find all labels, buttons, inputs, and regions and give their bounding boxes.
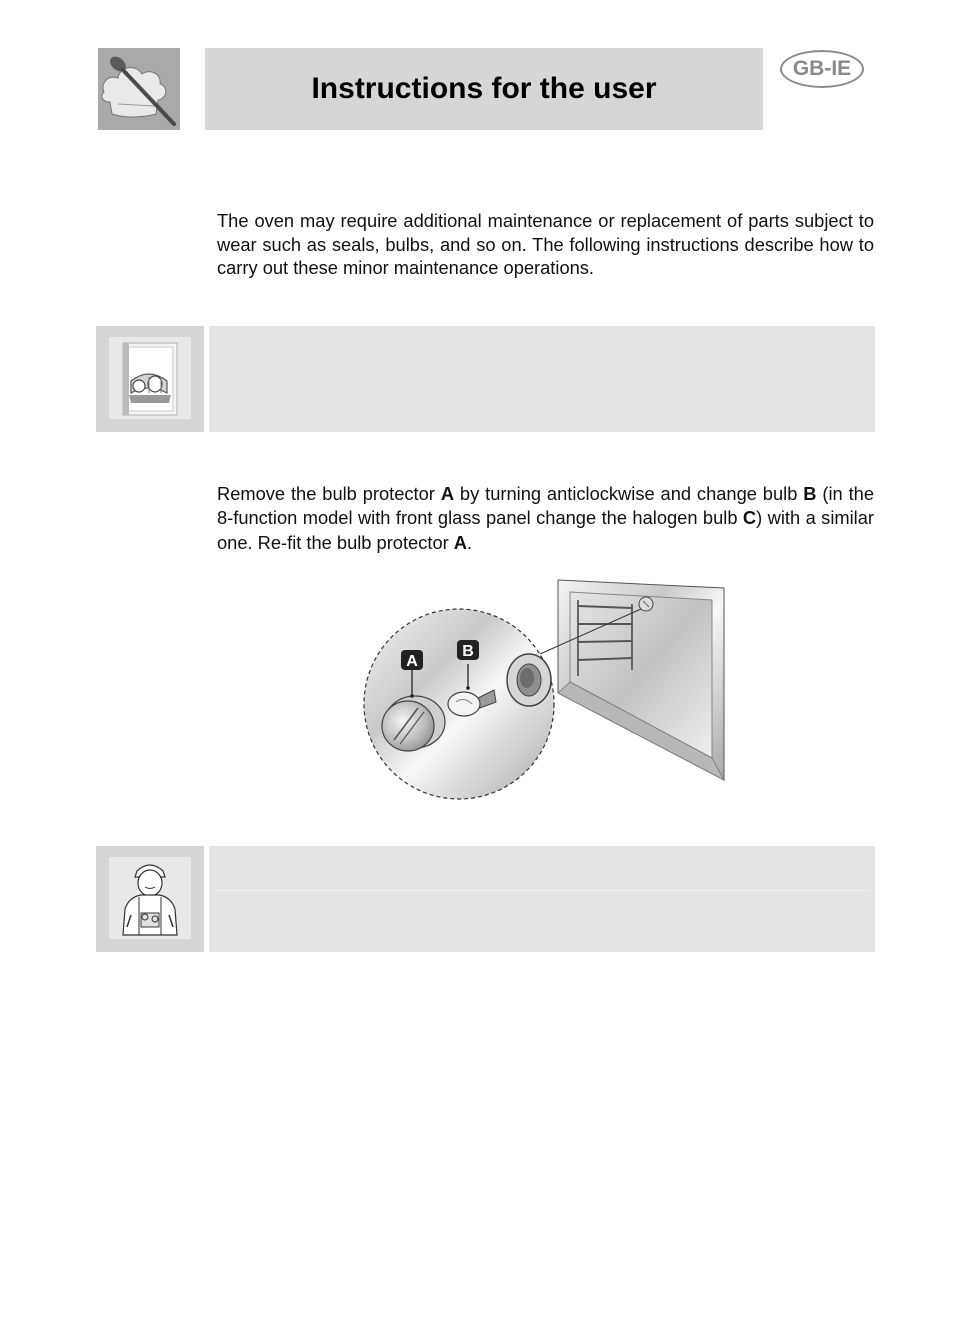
page-title: Instructions for the user	[311, 72, 657, 105]
bulb-text-part-3: (in the 8-function model with front glass panel change the halogen bulb	[217, 483, 875, 529]
label-c: C	[742, 507, 757, 529]
oven-cavity-drawing	[558, 580, 724, 780]
note-band-1	[209, 326, 875, 432]
note-band-2	[209, 846, 875, 952]
note-divider	[215, 890, 869, 891]
note-icon-panel-bulb	[96, 326, 204, 432]
oven-bulb-icon	[109, 337, 191, 419]
intro-paragraph: The oven may require additional maintenance or replacement of parts subject to wear such as seals, bulbs, and so on. The following instructions describe how to carry out these minor maintenance operations.	[217, 210, 874, 278]
bulb-text-part-5: .	[466, 531, 473, 553]
page-title-bar	[205, 48, 763, 130]
note-icon-panel-technician	[96, 846, 204, 952]
magnified-detail	[364, 609, 554, 799]
label-a: A	[440, 483, 455, 504]
bulb-text-part-4: ) with a similar one. Re-fit the bulb protector	[217, 507, 874, 553]
bulb-replacement-paragraph	[217, 482, 874, 555]
logo-chef-spoon-icon	[98, 48, 180, 130]
bulb-replacement-illustration	[360, 578, 730, 803]
label-a-refit: A	[453, 531, 467, 553]
bulb-text-part-1: Remove the bulb protector	[217, 483, 441, 504]
bulb-text-part-2: by turning anticlockwise and change bulb	[454, 483, 804, 504]
language-badge: GB-IE	[780, 50, 864, 88]
callout-a: A	[406, 653, 418, 670]
callout-b: B	[462, 643, 474, 660]
technician-icon	[109, 857, 191, 939]
label-b: B	[803, 483, 817, 504]
